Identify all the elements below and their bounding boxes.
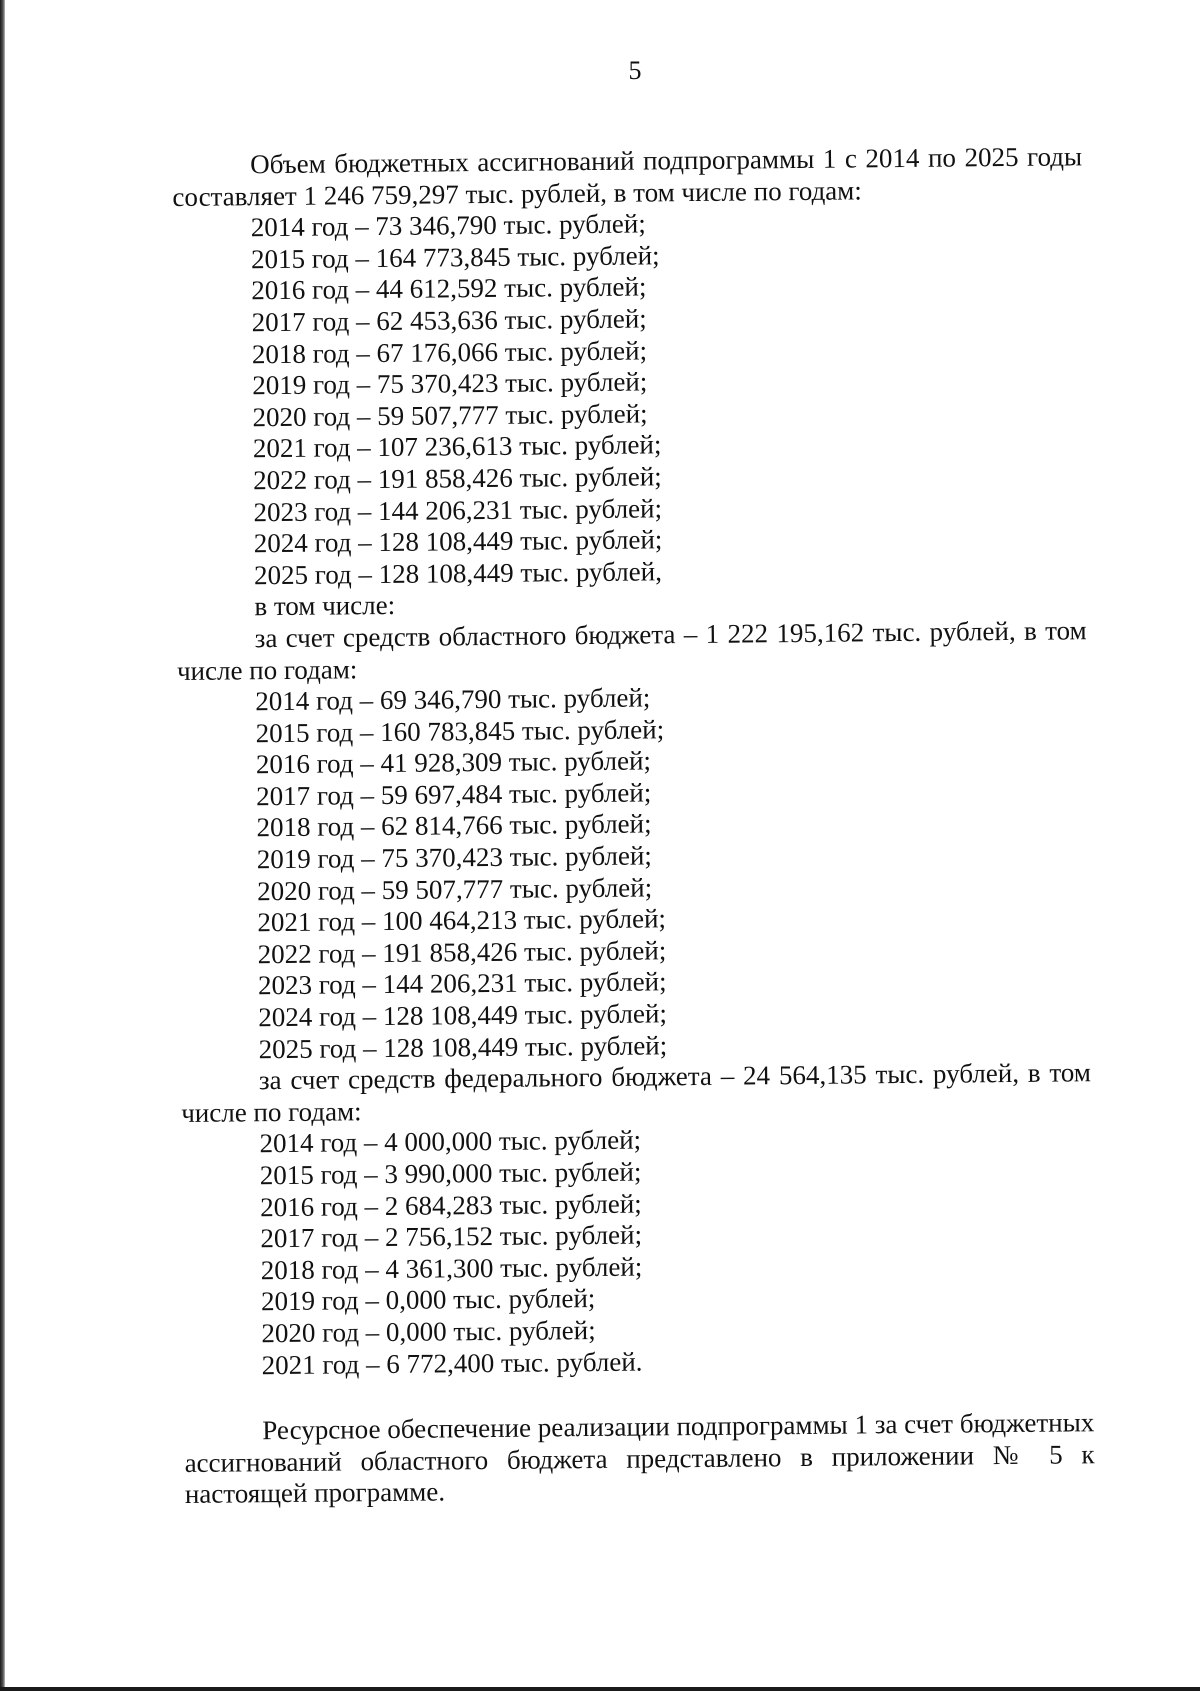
list-item: 2018 год – 62 814,766 тыс. рублей; — [256, 808, 652, 843]
list-item: 2020 год – 59 507,777 тыс. рублей; — [252, 398, 648, 432]
list-item: 2019 год – 0,000 тыс. рублей; — [260, 1283, 596, 1317]
list-item: 2015 год – 3 990,000 тыс. рублей; — [259, 1156, 642, 1191]
list-item: 2016 год – 2 684,283 тыс. рублей; — [260, 1188, 642, 1222]
list-item: 2021 год – 100 464,213 тыс. рублей; — [257, 903, 667, 938]
list-item: 2015 год – 164 773,845 тыс. рублей; — [250, 240, 660, 275]
federal-budget-paragraph: за счет средств федерального бюджета – 24 564,135 тыс. рублей, в том числе по годам: — [181, 1057, 1092, 1128]
list-item: 2024 год – 128 108,449 тыс. рублей; — [253, 524, 663, 559]
list-item: 2024 год – 128 108,449 тыс. рублей; — [258, 998, 668, 1033]
list-item: 2019 год – 75 370,423 тыс. рублей; — [252, 366, 648, 401]
list-item: 2022 год – 191 858,426 тыс. рублей; — [253, 461, 662, 496]
regional-budget-paragraph: за счет средств областного бюджета – 1 222 195,162 тыс. рублей, в том числе по годам: — [176, 615, 1087, 686]
federal-by-year-list — [181, 1121, 1093, 1382]
list-item: 2020 год – 0,000 тыс. рублей; — [261, 1314, 596, 1349]
regional-by-year-list — [177, 678, 1091, 1066]
list-item: 2025 год – 128 108,449 тыс. рублей; — [258, 1029, 668, 1064]
intro-paragraph: Объем бюджетных ассигнований подпрограммы 1 с 2014 по 2025 годы составляет 1 246 759,297 тыс. рублей, в том числе по годам: — [172, 141, 1083, 212]
page-number: 5 — [628, 56, 642, 85]
list-item: 2020 год – 59 507,777 тыс. рублей; — [256, 872, 653, 906]
list-item: 2017 год – 2 756,152 тыс. рублей; — [260, 1219, 643, 1254]
list-item: 2016 год – 44 612,592 тыс. рублей; — [251, 271, 647, 306]
list-item: 2019 год – 75 370,423 тыс. рублей; — [256, 840, 652, 875]
closing-paragraph: Ресурсное обеспечение реализации подпрограммы 1 за счет бюджетных ассигнований областного бюджета представлено в приложении № 5 к настоящей программе. — [184, 1407, 1095, 1510]
list-item: 2014 год – 73 346,790 тыс. рублей; — [250, 208, 646, 243]
list-item: 2016 год – 41 928,309 тыс. рублей; — [255, 745, 652, 780]
list-item: 2018 год – 4 361,300 тыс. рублей; — [260, 1251, 643, 1285]
list-item: 2014 год – 4 000,000 тыс. рублей; — [259, 1124, 642, 1159]
list-item: 2021 год – 6 772,400 тыс. рублей. — [261, 1346, 643, 1380]
list-item: 2014 год – 69 346,790 тыс. рублей; — [255, 682, 651, 717]
including-label: в том числе: — [254, 590, 396, 622]
list-item: 2017 год – 59 697,484 тыс. рублей; — [256, 777, 652, 812]
scan-edge-bottom — [0, 1687, 1200, 1691]
list-item: 2015 год – 160 783,845 тыс. рублей; — [255, 713, 665, 748]
list-item: 2023 год – 144 206,231 тыс. рублей; — [253, 492, 663, 527]
document-body — [172, 141, 1095, 1511]
list-item: 2018 год – 67 176,066 тыс. рублей; — [251, 335, 648, 369]
list-item: 2017 год – 62 453,636 тыс. рублей; — [251, 303, 647, 338]
list-item: 2021 год – 107 236,613 тыс. рублей; — [252, 429, 662, 464]
list-item: 2023 год – 144 206,231 тыс. рублей; — [257, 966, 667, 1001]
total-by-year-list — [173, 204, 1087, 592]
scan-edge-left — [0, 0, 5, 1691]
list-item: 2022 год – 191 858,426 тыс. рублей; — [257, 935, 667, 970]
list-item: 2025 год – 128 108,449 тыс. рублей, — [253, 556, 663, 590]
